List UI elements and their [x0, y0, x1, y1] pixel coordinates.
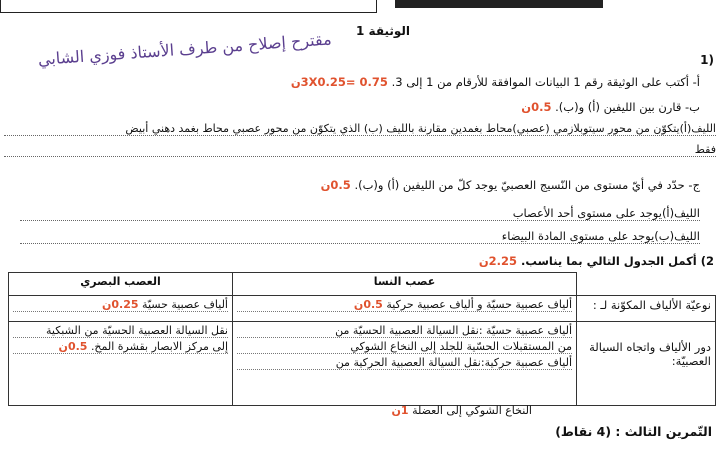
optic-role-mark: 0.5ن — [58, 340, 88, 353]
question-1b — [521, 100, 700, 114]
question-1a — [291, 75, 700, 89]
row-fiber-role-label — [577, 322, 716, 406]
optic-fiber-type-mark: 0.25ن — [102, 298, 139, 311]
answer-1c-line-2: الليف(ب)يوجد على مستوى المادة البيضاء — [20, 229, 700, 244]
fiber-role-label-line-2: العصبيّة: — [671, 354, 711, 368]
question-1c-text: ج- حدّد في أيّ مستوى من النّسيج العصبيّ يوجد كلّ من الليفين (أ) و(ب). — [354, 178, 700, 192]
question-2-mark: 2.25ن — [478, 254, 518, 268]
sciatic-fiber-type-mark: 0.5ن — [353, 298, 383, 311]
fiber-role-label-line-1: دور الألياف واتجاه السيالة — [589, 340, 711, 354]
question-1c-mark: 0.5ن — [320, 178, 351, 192]
teacher-note: مقترح إصلاح من طرف الأستاذ فوزي الشابي — [37, 29, 333, 69]
question-2-text: 2) أكمل الجدول التالي بما يناسب. — [521, 254, 714, 268]
question-1-number: 1) — [700, 53, 714, 67]
top-black-bar — [395, 0, 603, 8]
header-sciatic-nerve: عصب النسا — [233, 273, 577, 296]
question-1b-mark: 0.5ن — [521, 100, 552, 114]
cell-optic-role — [9, 322, 233, 406]
sciatic-fiber-type-text: ألياف عصبية حسيّة و ألياف عصبية حركية — [386, 298, 572, 311]
answer-1b-line-2: فقط — [4, 143, 716, 157]
cell-sciatic-fiber-type — [233, 296, 577, 322]
answer-1c-line-1: الليف(أ)يوجد على مستوى أحد الأعصاب — [20, 206, 700, 221]
answer-1b-line-1: الليف(أ)يتكوّن من محور سيتوبلازمي (عصبي)محاط بغمدين مقارنة بالليف (ب) الذي يتكوّن من محور عصبي محاط بغمد دهني أبيض — [4, 122, 716, 136]
question-1b-text: ب- قارن بين الليفين (أ) و(ب). — [555, 100, 700, 114]
table-corner — [577, 273, 716, 296]
question-2 — [479, 254, 714, 268]
optic-fiber-type-text: ألياف عصبية حسيّة — [142, 298, 228, 311]
exercise-3-title: التّمرين الثالث : (4 نقاط) — [555, 424, 712, 439]
sciatic-role-line-2: من المستقبلات الحسّية للجلد إلى النخاع الشوكي — [237, 340, 572, 354]
row-fiber-type-label: نوعيّة الألياف المكوّنة لـ : — [577, 296, 716, 322]
sciatic-role-line-4-text: النخاع الشوكي إلى العضلة — [412, 404, 532, 417]
sciatic-role-mark: 1ن — [391, 404, 409, 417]
optic-role-line-2-wrap — [13, 340, 228, 354]
document-title: الوثيقة 1 — [356, 24, 410, 38]
sciatic-role-line-3: ألياف عصبية حركية:نقل السيالة العصبية الحركية من — [237, 356, 572, 370]
question-1a-mark: 3X0.25= 0.75ن — [290, 75, 388, 89]
question-1a-text: أ- أكتب على الوثيقة رقم 1 البيانات الموافقة للأرقام من 1 إلى 3. — [391, 75, 700, 89]
header-optic-nerve: العصب البصري — [9, 273, 233, 296]
top-frame — [0, 0, 377, 13]
sciatic-role-line-1: ألياف عصبية حسيّة :نقل السيالة العصبية الحسيّة من — [237, 324, 572, 338]
cell-optic-fiber-type — [9, 296, 233, 322]
nerve-table — [8, 272, 716, 406]
cell-sciatic-role — [233, 322, 577, 406]
optic-role-line-1: نقل السيالة العصبية الحسيّة من الشبكية — [13, 324, 228, 338]
question-1c — [321, 178, 700, 192]
optic-role-line-2: إلى مركز الابصار بقشرة المخ. — [90, 340, 228, 353]
sciatic-role-line-4 — [392, 404, 532, 417]
